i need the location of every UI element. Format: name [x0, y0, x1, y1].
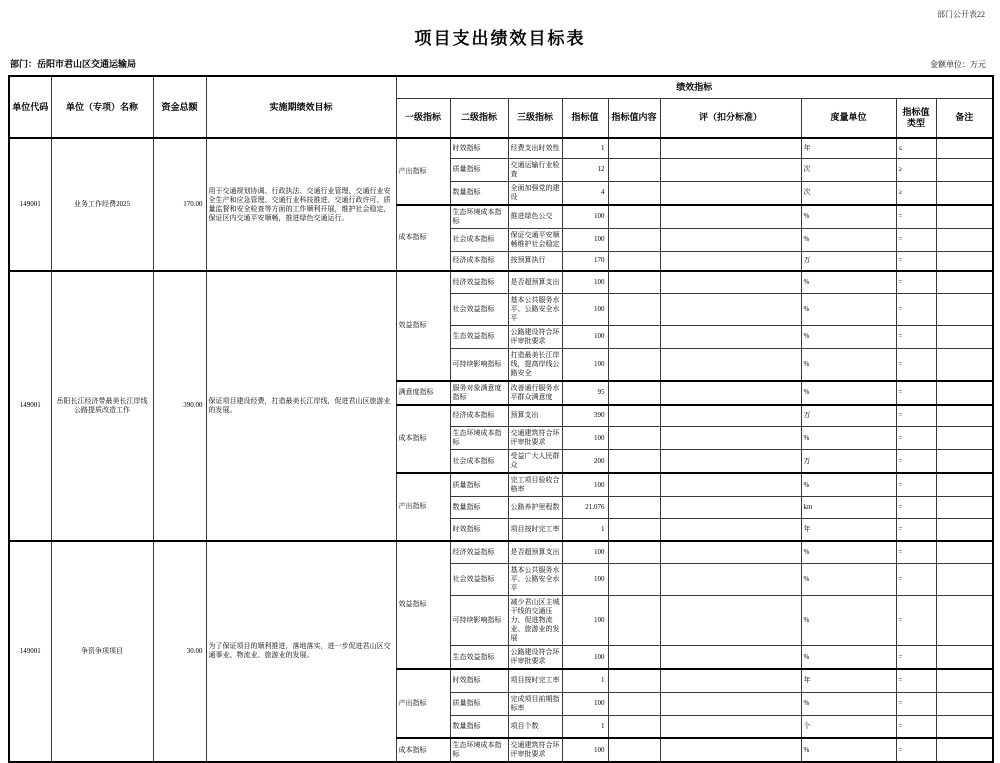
header-scoring-standard: 评（扣分标准） — [660, 98, 801, 138]
level2-indicator-cell: 生态环境成本指标 — [450, 738, 508, 762]
value-content-cell — [608, 205, 660, 229]
unit-code-cell: 149001 — [9, 271, 51, 541]
measure-unit-cell: % — [801, 271, 896, 293]
value-content-cell — [608, 473, 660, 497]
level3-indicator-cell: 保证交通平安顺畅维护社会稳定 — [508, 228, 562, 251]
value-content-cell — [608, 325, 660, 348]
level1-indicator-cell: 成本指标 — [396, 405, 450, 474]
header-value-type: 指标值类型 — [896, 98, 936, 138]
indicator-value-cell: 100 — [562, 646, 608, 670]
value-type-cell: = — [896, 646, 936, 670]
scoring-standard-cell — [660, 596, 801, 646]
level2-indicator-cell: 社会效益指标 — [450, 293, 508, 325]
value-type-cell: = — [896, 405, 936, 427]
remarks-cell — [936, 271, 993, 293]
value-content-cell — [608, 715, 660, 738]
scoring-standard-cell — [660, 293, 801, 325]
scoring-standard-cell — [660, 450, 801, 474]
value-content-cell — [608, 228, 660, 251]
value-type-cell: = — [896, 381, 936, 405]
level3-indicator-cell: 基本公共服务水平、公路安全水平 — [508, 293, 562, 325]
scoring-standard-cell — [660, 692, 801, 715]
measure-unit-cell: 年 — [801, 669, 896, 692]
indicator-value-cell: 1 — [562, 138, 608, 158]
level2-indicator-cell: 经济成本指标 — [450, 251, 508, 271]
indicator-value-cell: 100 — [562, 228, 608, 251]
level1-indicator-cell: 满意度指标 — [396, 381, 450, 405]
level2-indicator-cell: 经济效益指标 — [450, 541, 508, 564]
level2-indicator-cell: 服务对象满意度指标 — [450, 381, 508, 405]
header-value-content: 指标值内容 — [608, 98, 660, 138]
unit-code-cell: 149001 — [9, 541, 51, 763]
remarks-cell — [936, 473, 993, 497]
remarks-cell — [936, 646, 993, 670]
period-target-cell: 保证项目建设经费，打造最美长江岸线，促进君山区旅游业的发展。 — [206, 271, 396, 541]
amount-cell: 390.00 — [153, 271, 206, 541]
value-content-cell — [608, 293, 660, 325]
scoring-standard-cell — [660, 205, 801, 229]
scoring-standard-cell — [660, 738, 801, 762]
value-type-cell: = — [896, 738, 936, 762]
header-measure-unit: 度量单位 — [801, 98, 896, 138]
measure-unit-cell: % — [801, 473, 896, 497]
value-type-cell: = — [896, 473, 936, 497]
level3-indicator-cell: 项目个数 — [508, 715, 562, 738]
remarks-cell — [936, 669, 993, 692]
indicator-value-cell: 100 — [562, 596, 608, 646]
level3-indicator-cell: 交通建筑符合环评审批要求 — [508, 427, 562, 450]
table-body — [9, 138, 993, 762]
level3-indicator-cell: 是否超预算支出 — [508, 271, 562, 293]
indicator-value-cell: 100 — [562, 473, 608, 497]
level2-indicator-cell: 社会成本指标 — [450, 228, 508, 251]
level2-indicator-cell: 经济效益指标 — [450, 271, 508, 293]
meta-row — [10, 57, 986, 70]
scoring-standard-cell — [660, 497, 801, 519]
scoring-standard-cell — [660, 646, 801, 670]
indicator-row — [9, 271, 993, 293]
remarks-cell — [936, 158, 993, 181]
measure-unit-cell: 次 — [801, 181, 896, 205]
value-content-cell — [608, 738, 660, 762]
amount-unit-label: 金额单位：万元 — [930, 60, 986, 69]
header-level3: 三级指标 — [508, 98, 562, 138]
indicator-row — [9, 541, 993, 564]
measure-unit-cell: % — [801, 205, 896, 229]
level2-indicator-cell: 经济成本指标 — [450, 405, 508, 427]
indicator-value-cell: 100 — [562, 271, 608, 293]
unit-name-cell: 岳阳长江经济带最美长江岸线公路提质改造工作 — [51, 271, 153, 541]
measure-unit-cell: 万 — [801, 251, 896, 271]
scoring-standard-cell — [660, 228, 801, 251]
header-unit-name: 单位（专项）名称 — [51, 76, 153, 138]
indicator-value-cell: 100 — [562, 427, 608, 450]
level2-indicator-cell: 质量指标 — [450, 473, 508, 497]
indicator-value-cell: 1 — [562, 669, 608, 692]
unit-name-cell: 业务工作经费2025 — [51, 138, 153, 271]
level2-indicator-cell: 数量指标 — [450, 181, 508, 205]
remarks-cell — [936, 497, 993, 519]
table-header — [9, 76, 993, 138]
form-number-note: 部门公开表22 — [937, 10, 985, 19]
value-type-cell: = — [896, 228, 936, 251]
scoring-standard-cell — [660, 473, 801, 497]
indicator-value-cell: 100 — [562, 541, 608, 564]
measure-unit-cell: % — [801, 293, 896, 325]
header-indicator-value: 指标值 — [562, 98, 608, 138]
value-type-cell: = — [896, 325, 936, 348]
department-label: 部门：岳阳市君山区交通运输局 — [10, 59, 137, 69]
value-type-cell: = — [896, 596, 936, 646]
value-content-cell — [608, 519, 660, 541]
level3-indicator-cell: 交通运输行业检查 — [508, 158, 562, 181]
level2-indicator-cell: 数量指标 — [450, 497, 508, 519]
indicator-value-cell: 200 — [562, 450, 608, 474]
value-type-cell: = — [896, 251, 936, 271]
measure-unit-cell: % — [801, 427, 896, 450]
scoring-standard-cell — [660, 427, 801, 450]
value-content-cell — [608, 596, 660, 646]
remarks-cell — [936, 596, 993, 646]
value-content-cell — [608, 497, 660, 519]
level3-indicator-cell: 全面加强党的建设 — [508, 181, 562, 205]
level2-indicator-cell: 质量指标 — [450, 158, 508, 181]
value-content-cell — [608, 427, 660, 450]
level3-indicator-cell: 公路建设符合环评审批要求 — [508, 646, 562, 670]
measure-unit-cell: % — [801, 381, 896, 405]
value-type-cell: = — [896, 669, 936, 692]
level3-indicator-cell: 经费支出时效性 — [508, 138, 562, 158]
indicator-value-cell: 4 — [562, 181, 608, 205]
remarks-cell — [936, 181, 993, 205]
remarks-cell — [936, 228, 993, 251]
level1-indicator-cell: 效益指标 — [396, 271, 450, 381]
level2-indicator-cell: 可持续影响指标 — [450, 596, 508, 646]
measure-unit-cell: 个 — [801, 715, 896, 738]
value-type-cell: = — [896, 497, 936, 519]
header-remarks: 备注 — [936, 98, 993, 138]
remarks-cell — [936, 715, 993, 738]
scoring-standard-cell — [660, 251, 801, 271]
remarks-cell — [936, 405, 993, 427]
performance-target-table — [8, 75, 994, 763]
indicator-value-cell: 95 — [562, 381, 608, 405]
value-type-cell: = — [896, 348, 936, 381]
remarks-cell — [936, 450, 993, 474]
level3-indicator-cell: 项目按时完工率 — [508, 519, 562, 541]
value-type-cell: = — [896, 564, 936, 596]
indicator-value-cell: 100 — [562, 348, 608, 381]
level2-indicator-cell: 可持续影响指标 — [450, 348, 508, 381]
value-content-cell — [608, 271, 660, 293]
indicator-value-cell: 100 — [562, 564, 608, 596]
level3-indicator-cell: 打造最美长江岸线，提高岸线公路安全 — [508, 348, 562, 381]
value-type-cell: = — [896, 450, 936, 474]
indicator-value-cell: 100 — [562, 293, 608, 325]
period-target-cell: 为了保证项目的顺利推进，落地落实，进一步促进君山区交通事业、物流业、旅游业的发展。 — [206, 541, 396, 763]
level2-indicator-cell: 时效指标 — [450, 669, 508, 692]
scoring-standard-cell — [660, 348, 801, 381]
header-level1: 一级指标 — [396, 98, 450, 138]
level1-indicator-cell: 产出指标 — [396, 669, 450, 738]
value-type-cell: = — [896, 519, 936, 541]
scoring-standard-cell — [660, 181, 801, 205]
scoring-standard-cell — [660, 138, 801, 158]
header-period-target: 实施期绩效目标 — [206, 76, 396, 138]
header-total-fund: 资金总额 — [153, 76, 206, 138]
level3-indicator-cell: 项目按时完工率 — [508, 669, 562, 692]
value-type-cell: ≥ — [896, 158, 936, 181]
level2-indicator-cell: 社会效益指标 — [450, 564, 508, 596]
level2-indicator-cell: 时效指标 — [450, 519, 508, 541]
remarks-cell — [936, 564, 993, 596]
value-type-cell: = — [896, 692, 936, 715]
remarks-cell — [936, 692, 993, 715]
value-content-cell — [608, 181, 660, 205]
level3-indicator-cell: 完成项目前期指标率 — [508, 692, 562, 715]
remarks-cell — [936, 138, 993, 158]
level2-indicator-cell: 数量指标 — [450, 715, 508, 738]
level3-indicator-cell: 预算支出 — [508, 405, 562, 427]
level2-indicator-cell: 时效指标 — [450, 138, 508, 158]
value-type-cell: = — [896, 427, 936, 450]
scoring-standard-cell — [660, 564, 801, 596]
indicator-value-cell: 100 — [562, 692, 608, 715]
measure-unit-cell: 万 — [801, 450, 896, 474]
indicator-row — [9, 138, 993, 158]
measure-unit-cell: % — [801, 738, 896, 762]
level3-indicator-cell: 公路养护里程数 — [508, 497, 562, 519]
remarks-cell — [936, 519, 993, 541]
level3-indicator-cell: 受益广大人民群众 — [508, 450, 562, 474]
remarks-cell — [936, 205, 993, 229]
value-content-cell — [608, 348, 660, 381]
measure-unit-cell: % — [801, 564, 896, 596]
measure-unit-cell: 年 — [801, 519, 896, 541]
value-content-cell — [608, 405, 660, 427]
measure-unit-cell: % — [801, 325, 896, 348]
measure-unit-cell: km — [801, 497, 896, 519]
scoring-standard-cell — [660, 325, 801, 348]
value-content-cell — [608, 541, 660, 564]
value-content-cell — [608, 564, 660, 596]
level2-indicator-cell: 生态效益指标 — [450, 646, 508, 670]
level2-indicator-cell: 质量指标 — [450, 692, 508, 715]
level1-indicator-cell: 成本指标 — [396, 205, 450, 272]
indicator-value-cell: 21.076 — [562, 497, 608, 519]
header-performance-group: 绩效指标 — [396, 76, 993, 98]
period-target-cell: 用于交通规划协调、行政执法、交通行业管理、交通行业安全生产和应急管理、交通行业科技推进、交通行政许可、质量监督和安全检查等方面的工作顺利开展，维护社会稳定，保证区内交通平安顺畅，推进绿色交通运行。 — [206, 138, 396, 271]
level1-indicator-cell: 效益指标 — [396, 541, 450, 670]
level3-indicator-cell: 减少君山区主城干线的交通压力、促进物流业、旅游业的发展 — [508, 596, 562, 646]
value-content-cell — [608, 158, 660, 181]
page-title: 项目支出绩效目标表 — [414, 29, 586, 48]
remarks-cell — [936, 293, 993, 325]
level2-indicator-cell: 生态效益指标 — [450, 325, 508, 348]
value-content-cell — [608, 692, 660, 715]
scoring-standard-cell — [660, 669, 801, 692]
level2-indicator-cell: 社会成本指标 — [450, 450, 508, 474]
measure-unit-cell: % — [801, 228, 896, 251]
level2-indicator-cell: 生态环境成本指标 — [450, 205, 508, 229]
level2-indicator-cell: 生态环境成本指标 — [450, 427, 508, 450]
scoring-standard-cell — [660, 381, 801, 405]
level3-indicator-cell: 完工项目验收合格率 — [508, 473, 562, 497]
level3-indicator-cell: 公路建设符合环评审批要求 — [508, 325, 562, 348]
level3-indicator-cell: 按预算执行 — [508, 251, 562, 271]
value-type-cell: = — [896, 205, 936, 229]
header-unit-code: 单位代码 — [9, 76, 51, 138]
indicator-value-cell: 100 — [562, 325, 608, 348]
indicator-value-cell: 1 — [562, 519, 608, 541]
indicator-value-cell: 390 — [562, 405, 608, 427]
value-type-cell: ≤ — [896, 138, 936, 158]
value-content-cell — [608, 251, 660, 271]
value-type-cell: = — [896, 271, 936, 293]
level3-indicator-cell: 交通建筑符合环评审批要求 — [508, 738, 562, 762]
indicator-value-cell: 12 — [562, 158, 608, 181]
measure-unit-cell: % — [801, 692, 896, 715]
indicator-value-cell: 100 — [562, 205, 608, 229]
measure-unit-cell: % — [801, 596, 896, 646]
value-content-cell — [608, 450, 660, 474]
value-type-cell: = — [896, 715, 936, 738]
header-level2: 二级指标 — [450, 98, 508, 138]
remarks-cell — [936, 541, 993, 564]
value-type-cell: = — [896, 293, 936, 325]
remarks-cell — [936, 738, 993, 762]
indicator-value-cell: 100 — [562, 738, 608, 762]
measure-unit-cell: % — [801, 348, 896, 381]
remarks-cell — [936, 325, 993, 348]
level1-indicator-cell: 产出指标 — [396, 473, 450, 541]
remarks-cell — [936, 348, 993, 381]
value-type-cell: ≥ — [896, 181, 936, 205]
value-content-cell — [608, 138, 660, 158]
amount-cell: 30.00 — [153, 541, 206, 763]
value-type-cell: = — [896, 541, 936, 564]
level3-indicator-cell: 基本公共服务水平、公路安全水平 — [508, 564, 562, 596]
level3-indicator-cell: 是否超预算支出 — [508, 541, 562, 564]
level1-indicator-cell: 成本指标 — [396, 738, 450, 762]
measure-unit-cell: % — [801, 646, 896, 670]
scoring-standard-cell — [660, 405, 801, 427]
remarks-cell — [936, 427, 993, 450]
unit-name-cell: 争资争项项目 — [51, 541, 153, 763]
scoring-standard-cell — [660, 715, 801, 738]
indicator-value-cell: 1 — [562, 715, 608, 738]
indicator-value-cell: 170 — [562, 251, 608, 271]
scoring-standard-cell — [660, 158, 801, 181]
value-content-cell — [608, 669, 660, 692]
measure-unit-cell: % — [801, 541, 896, 564]
measure-unit-cell: 次 — [801, 158, 896, 181]
value-content-cell — [608, 381, 660, 405]
scoring-standard-cell — [660, 541, 801, 564]
scoring-standard-cell — [660, 519, 801, 541]
remarks-cell — [936, 251, 993, 271]
scoring-standard-cell — [660, 271, 801, 293]
value-content-cell — [608, 646, 660, 670]
level3-indicator-cell: 推进绿色公交 — [508, 205, 562, 229]
unit-code-cell: 149001 — [9, 138, 51, 271]
remarks-cell — [936, 381, 993, 405]
amount-cell: 170.00 — [153, 138, 206, 271]
measure-unit-cell: 年 — [801, 138, 896, 158]
level1-indicator-cell: 产出指标 — [396, 138, 450, 205]
measure-unit-cell: 万 — [801, 405, 896, 427]
level3-indicator-cell: 改善通行服务水平群众满意度 — [508, 381, 562, 405]
